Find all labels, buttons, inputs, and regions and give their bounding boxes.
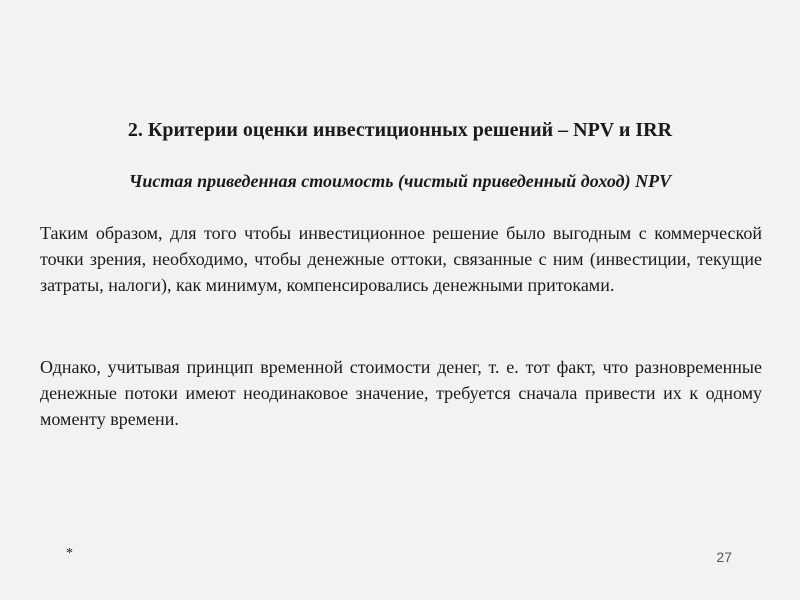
paragraph-1: Таким образом, для того чтобы инвестиционное решение было выгодным с коммерческой точки зрения, необходимо, чтобы денежные оттоки, связанные с ним (инвестиции, текущие затраты, налоги), как минимум, компенсировались денежными притоками.	[40, 223, 762, 295]
page-number: 27	[716, 549, 732, 565]
slide-title: 2. Критерии оценки инвестиционных решений – NPV и IRR	[127, 119, 673, 141]
footer-mark: *	[66, 546, 73, 561]
slide-subtitle: Чистая приведенная стоимость (чистый приведенный доход) NPV	[128, 171, 672, 191]
paragraph-2: Однако, учитывая принцип временной стоимости денег, т. е. тот факт, что разновременные денежные потоки имеют неодинаковое значение, требуется сначала привести их к одному моменту времени.	[40, 357, 762, 429]
